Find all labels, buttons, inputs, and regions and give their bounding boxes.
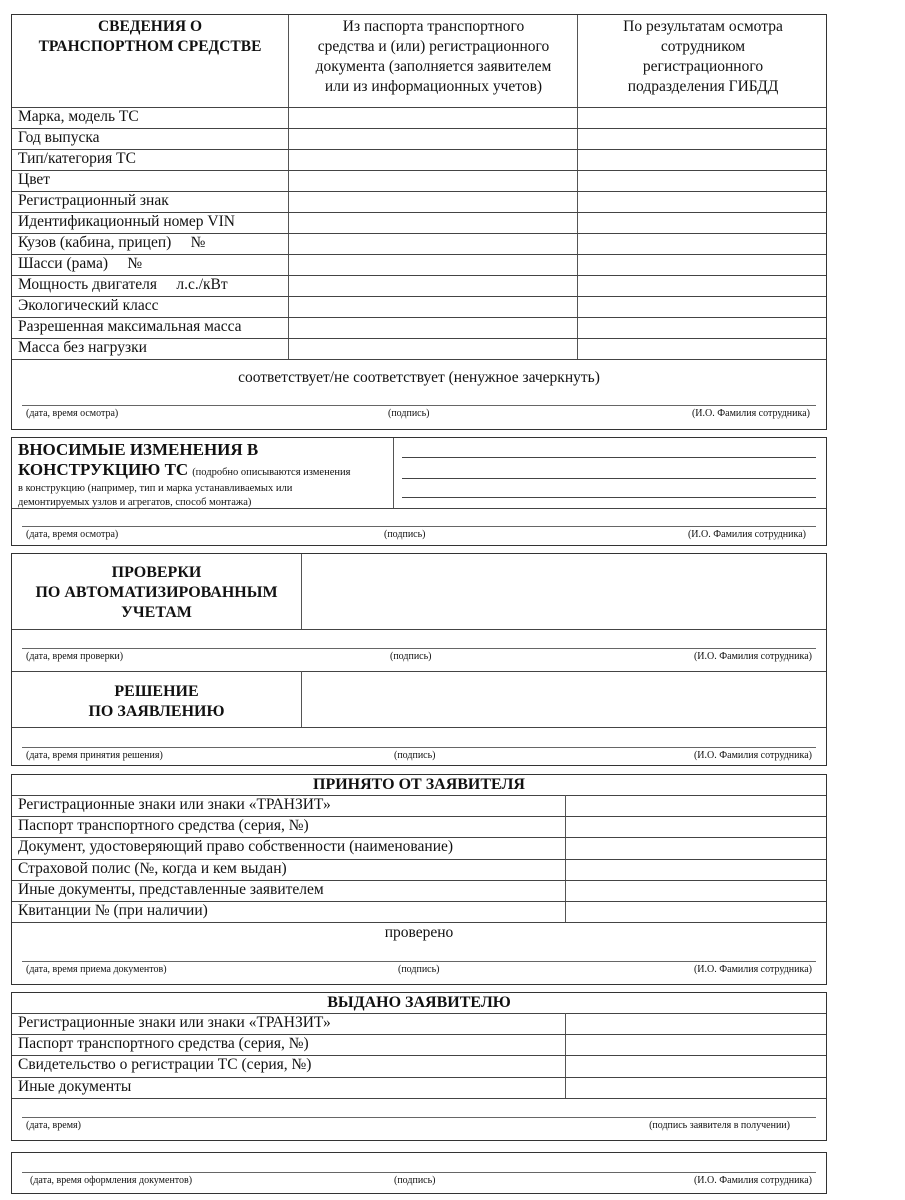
vehicle-info-title	[12, 17, 288, 57]
automated-checks-title	[12, 563, 301, 623]
passport-value-field[interactable]	[292, 193, 574, 210]
inspection-value-field[interactable]	[581, 130, 825, 147]
date-caption: (дата, время приема документов)	[26, 964, 167, 975]
row-divider	[12, 1098, 826, 1099]
signature-caption: (подпись)	[398, 964, 440, 975]
header-line: регистрационного	[642, 58, 764, 75]
name-caption: (И.О. Фамилия сотрудника)	[687, 529, 806, 540]
final-signature-section	[11, 1152, 827, 1194]
row-label: Иные документы	[18, 1077, 132, 1095]
passport-value-field[interactable]	[292, 172, 574, 189]
received-value-field[interactable]	[569, 818, 824, 835]
name-caption: (И.О. Фамилия сотрудника)	[693, 750, 812, 761]
date-caption: (дата, время)	[26, 1120, 81, 1131]
inspection-value-field[interactable]	[581, 277, 825, 294]
row-label: Разрешенная максимальная масса	[18, 318, 242, 335]
row-label: Цвет	[18, 171, 51, 188]
conformity-text: соответствует/не соответствует (ненужное зачеркнуть)	[238, 369, 600, 386]
received-value-field[interactable]	[569, 903, 824, 920]
row-divider	[12, 1077, 826, 1078]
title-line: РЕШЕНИЕ	[114, 683, 199, 700]
date-caption: (дата, время принятия решения)	[26, 750, 163, 761]
row-divider	[12, 727, 826, 728]
passport-value-field[interactable]	[292, 130, 574, 147]
header-divider	[12, 107, 826, 108]
row-label: Экологический класс	[18, 297, 159, 314]
row-divider	[12, 170, 826, 171]
inspection-value-field[interactable]	[581, 214, 825, 231]
row-label: Документ, удостоверяющий право собственности (наименование)	[18, 838, 454, 856]
received-section	[11, 774, 827, 985]
title-line: ПРОВЕРКИ	[111, 564, 202, 581]
passport-value-field[interactable]	[292, 256, 574, 273]
inspection-value-field[interactable]	[581, 151, 825, 168]
header-line: средства и (или) регистрационного	[317, 38, 550, 55]
column-divider	[301, 671, 302, 727]
row-label: Регистрационные знаки или знаки «ТРАНЗИТ»	[18, 796, 331, 813]
name-caption: (И.О. Фамилия сотрудника)	[693, 651, 812, 662]
checked-text: проверено	[384, 924, 454, 941]
inspection-value-field[interactable]	[581, 340, 825, 357]
title-line: ТРАНСПОРТНОМ СРЕДСТВЕ	[38, 38, 262, 55]
column-divider	[288, 15, 289, 359]
name-caption: (И.О. Фамилия сотрудника)	[691, 408, 810, 419]
signature-line[interactable]	[22, 648, 816, 649]
design-changes-section	[11, 437, 827, 546]
decision-field[interactable]	[304, 674, 824, 724]
design-change-input-line[interactable]	[402, 457, 816, 458]
passport-value-field[interactable]	[292, 340, 574, 357]
passport-value-field[interactable]	[292, 319, 574, 336]
design-changes-note: демонтируемых узлов и агрегатов, способ монтажа)	[18, 497, 252, 508]
date-caption: (дата, время осмотра)	[26, 408, 119, 419]
section-divider	[12, 671, 826, 672]
title-line: КОНСТРУКЦИЮ ТС	[18, 460, 189, 479]
column-divider	[577, 15, 578, 359]
header-line: сотрудником	[660, 38, 746, 55]
date-caption: (дата, время осмотра)	[26, 529, 119, 540]
name-caption: (И.О. Фамилия сотрудника)	[693, 964, 812, 975]
signature-caption: (подпись)	[384, 529, 426, 540]
passport-value-field[interactable]	[292, 298, 574, 315]
row-label: Марка, модель ТС	[18, 108, 139, 125]
signature-caption: (подпись)	[390, 651, 432, 662]
row-label: Мощность двигателя л.с./кВт	[18, 276, 228, 293]
row-label: Регистрационные знаки или знаки «ТРАНЗИТ»	[18, 1014, 331, 1031]
header-line: Из паспорта транспортного	[342, 18, 525, 35]
row-divider	[12, 629, 826, 630]
row-label: Свидетельство о регистрации ТС (серия, №)	[18, 1056, 312, 1074]
row-divider	[12, 128, 826, 129]
row-label: Тип/категория ТС	[18, 150, 136, 167]
column-divider	[393, 438, 394, 508]
row-divider	[12, 922, 826, 923]
title-line: ВНОСИМЫЕ ИЗМЕНЕНИЯ В	[18, 440, 259, 459]
signature-line[interactable]	[22, 405, 816, 406]
column-divider	[301, 554, 302, 629]
row-divider	[12, 508, 826, 509]
date-caption: (дата, время оформления документов)	[30, 1175, 193, 1186]
inspection-value-field[interactable]	[581, 319, 825, 336]
signature-caption: (подпись)	[388, 408, 430, 419]
passport-value-field[interactable]	[292, 151, 574, 168]
header-line: подразделения ГИБДД	[627, 78, 779, 95]
header-line: По результатам осмотра	[623, 18, 783, 35]
row-label: Иные документы, представленные заявителем	[18, 880, 324, 898]
issued-value-field[interactable]	[569, 1015, 824, 1032]
design-change-input-line[interactable]	[402, 478, 816, 479]
row-label: Паспорт транспортного средства (серия, №)	[18, 1035, 309, 1053]
signature-caption: (подпись)	[394, 750, 436, 761]
passport-value-field[interactable]	[292, 214, 574, 231]
row-label: Кузов (кабина, прицеп) №	[18, 234, 206, 251]
issued-value-field[interactable]	[569, 1079, 824, 1096]
inspection-value-field[interactable]	[581, 235, 825, 252]
inspection-value-field[interactable]	[581, 256, 825, 273]
design-changes-note: в конструкцию (например, тип и марка устанавливаемых или	[18, 483, 293, 494]
inspection-column-header	[578, 17, 828, 97]
row-label: Паспорт транспортного средства (серия, №)	[18, 817, 309, 835]
row-label: Квитанции № (при наличии)	[18, 902, 208, 919]
inspection-value-field[interactable]	[581, 109, 825, 126]
issued-section	[11, 992, 827, 1141]
inspection-value-field[interactable]	[581, 298, 825, 315]
issued-title: ВЫДАНО ЗАЯВИТЕЛЮ	[327, 994, 511, 1011]
row-label: Масса без нагрузки	[18, 339, 147, 356]
row-label: Идентификационный номер VIN	[18, 213, 235, 230]
signature-line[interactable]	[22, 526, 816, 527]
signature-line[interactable]	[22, 961, 816, 962]
design-changes-note: (подробно описываются изменения	[192, 467, 351, 478]
signature-line[interactable]	[22, 1172, 816, 1173]
inspection-value-field[interactable]	[581, 193, 825, 210]
vehicle-info-section	[11, 14, 827, 430]
design-changes-title	[18, 440, 388, 509]
title-line: СВЕДЕНИЯ О	[97, 18, 203, 35]
passport-value-field[interactable]	[292, 277, 574, 294]
received-title: ПРИНЯТО ОТ ЗАЯВИТЕЛЯ	[313, 776, 525, 793]
passport-value-field[interactable]	[292, 235, 574, 252]
title-line: ПО ЗАЯВЛЕНИЮ	[88, 703, 225, 720]
passport-value-field[interactable]	[292, 109, 574, 126]
name-caption: (И.О. Фамилия сотрудника)	[693, 1175, 812, 1186]
signature-caption: (подпись)	[394, 1175, 436, 1186]
automated-checks-field[interactable]	[304, 556, 824, 626]
decision-title	[12, 682, 301, 722]
issued-value-field[interactable]	[569, 1036, 824, 1053]
recipient-signature-caption: (подпись заявителя в получении)	[649, 1120, 790, 1131]
checks-decision-section	[11, 553, 827, 766]
row-divider	[12, 359, 826, 360]
received-value-field[interactable]	[569, 861, 824, 878]
passport-column-header	[289, 17, 578, 97]
title-line: ПО АВТОМАТИЗИРОВАННЫМ	[35, 584, 278, 601]
inspection-value-field[interactable]	[581, 172, 825, 189]
received-value-field[interactable]	[569, 882, 824, 899]
issued-value-field[interactable]	[569, 1057, 824, 1074]
row-label: Шасси (рама) №	[18, 255, 143, 272]
header-line: документа (заполняется заявителем	[315, 58, 552, 75]
signature-line[interactable]	[22, 747, 816, 748]
signature-line[interactable]	[22, 1117, 816, 1118]
row-label: Год выпуска	[18, 129, 100, 146]
header-line: или из информационных учетов)	[324, 78, 543, 95]
row-label: Страховой полис (№, когда и кем выдан)	[18, 859, 287, 877]
received-value-field[interactable]	[569, 797, 824, 814]
design-change-input-line[interactable]	[402, 497, 816, 498]
row-label: Регистрационный знак	[18, 192, 169, 209]
date-caption: (дата, время проверки)	[26, 651, 124, 662]
received-value-field[interactable]	[569, 839, 824, 856]
title-line: УЧЕТАМ	[121, 604, 192, 621]
